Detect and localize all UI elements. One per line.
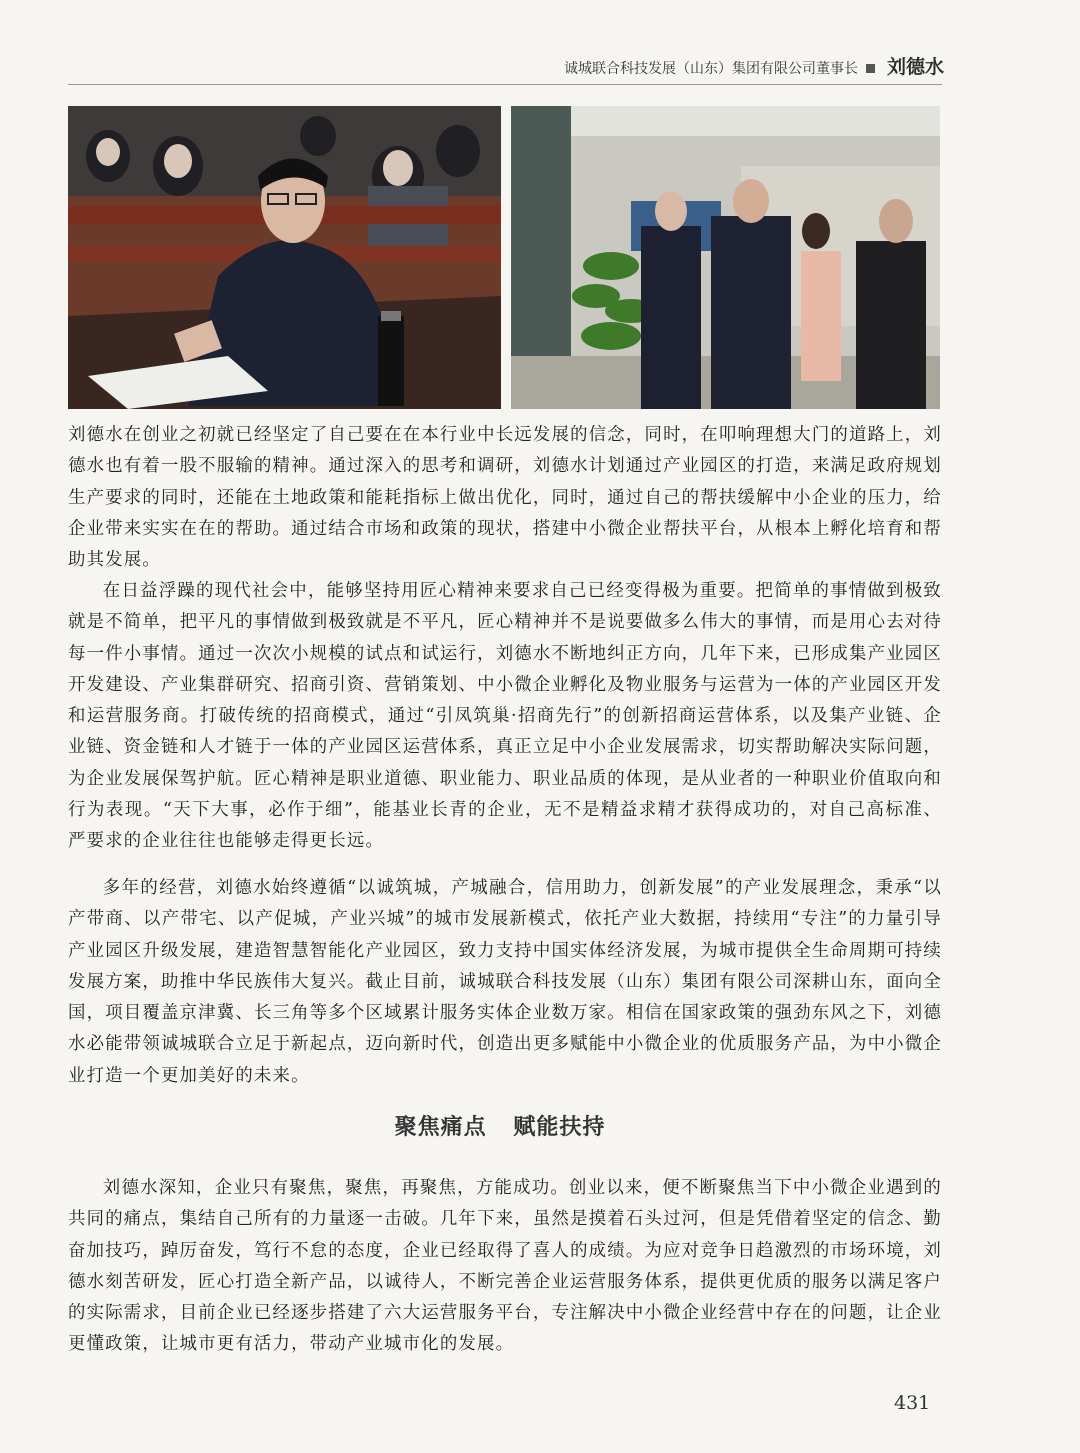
header-square-icon — [866, 64, 875, 73]
header-divider — [68, 84, 942, 85]
paragraph-3: 多年的经营，刘德水始终遵循“以诚筑城，产城融合，信用助力，创新发展”的产业发展理念，秉承“以产带商、以产带宅、以产促城，产业兴城”的城市发展新模式，依托产业大数据，持续用“专注”的力量引导产业园区升级发展，建造智慧智能化产业园区，致力支持中国实体经济发展，为城市提供全生命周期可持续发展方案，助推中华民族伟大复兴。截止目前，诚城联合科技发展（山东）集团有限公司深耕山东，面向全国，项目覆盖京津冀、长三角等多个区域累计服务实体企业数万家。相信在国家政策的强劲东风之下，刘德水必能带领诚城联合立足于新起点，迈向新时代，创造出更多赋能中小微企业的优质服务产品，为中小微企业打造一个更加美好的未来。 — [68, 878, 942, 1086]
section-title: 聚焦痛点 赋能扶持 — [394, 1115, 606, 1140]
visit-photo — [511, 106, 940, 409]
paragraph-4: 刘德水深知，企业只有聚焦，聚焦，再聚焦，方能成功。创业以来，便不断聚焦当下中小微企业遇到的共同的痛点，集结自己所有的力量逐一击破。几年下来，虽然是摸着石头过河，但是凭借着坚定的信念、勤奋加技巧，踔厉奋发，笃行不怠的态度，企业已经取得了喜人的成绩。为应对竞争日趋激烈的市场环境，刘德水刻苦研发，匠心打造全新产品，以诚待人，不断完善企业运营服务体系，提供更优质的服务以满足客户的实际需求，目前企业已经逐步搭建了六大运营服务平台，专注解决中小微企业经营中存在的问题，让企业更懂政策，让城市更有活力，带动产业城市化的发展。 — [68, 1178, 942, 1355]
running-header — [0, 52, 944, 79]
paragraph-1: 刘德水在创业之初就已经坚定了自己要在在本行业中长远发展的信念，同时，在叩响理想大门的道路上，刘德水也有着一股不服输的精神。通过深入的思考和调研，刘德水计划通过产业园区的打造，来满足政府规划生产要求的同时，还能在土地政策和能耗指标上做出优化，同时，通过自己的帮扶缓解中小企业的压力，给企业带来实实在在的帮助。通过结合市场和政策的现状，搭建中小微企业帮扶平台，从根本上孵化培育和帮助其发展。 — [68, 425, 942, 571]
page-number: 431 — [894, 1392, 931, 1414]
header-person: 刘德水 — [886, 56, 944, 78]
meeting-photo — [68, 106, 501, 409]
paragraph-2: 在日益浮躁的现代社会中，能够坚持用匠心精神来要求自己已经变得极为重要。把简单的事情做到极致就是不简单，把平凡的事情做到极致就是不平凡，匠心精神并不是说要做多么伟大的事情，而是用心去对待每一件小事情。通过一次次小规模的试点和试运行，刘德水不断地纠正方向，几年下来，已形成集产业园区开发建设、产业集群研究、招商引资、营销策划、中小微企业孵化及物业服务与运营为一体的产业园区开发和运营服务商。打破传统的招商模式，通过“引凤筑巢·招商先行”的创新招商运营体系，以及集产业链、企业链、资金链和人才链于一体的产业园区运营体系，真正立足中小企业发展需求，切实帮助解决实际问题，为企业发展保驾护航。匠心精神是职业道德、职业能力、职业品质的体现，是从业者的一种职业价值取向和行为表现。“天下大事，必作于细”，能基业长青的企业，无不是精益求精才获得成功的，对自己高标准、严要求的企业往往也能够走得更长远。 — [68, 581, 942, 852]
header-company: 诚城联合科技发展（山东）集团有限公司董事长 — [563, 61, 858, 77]
